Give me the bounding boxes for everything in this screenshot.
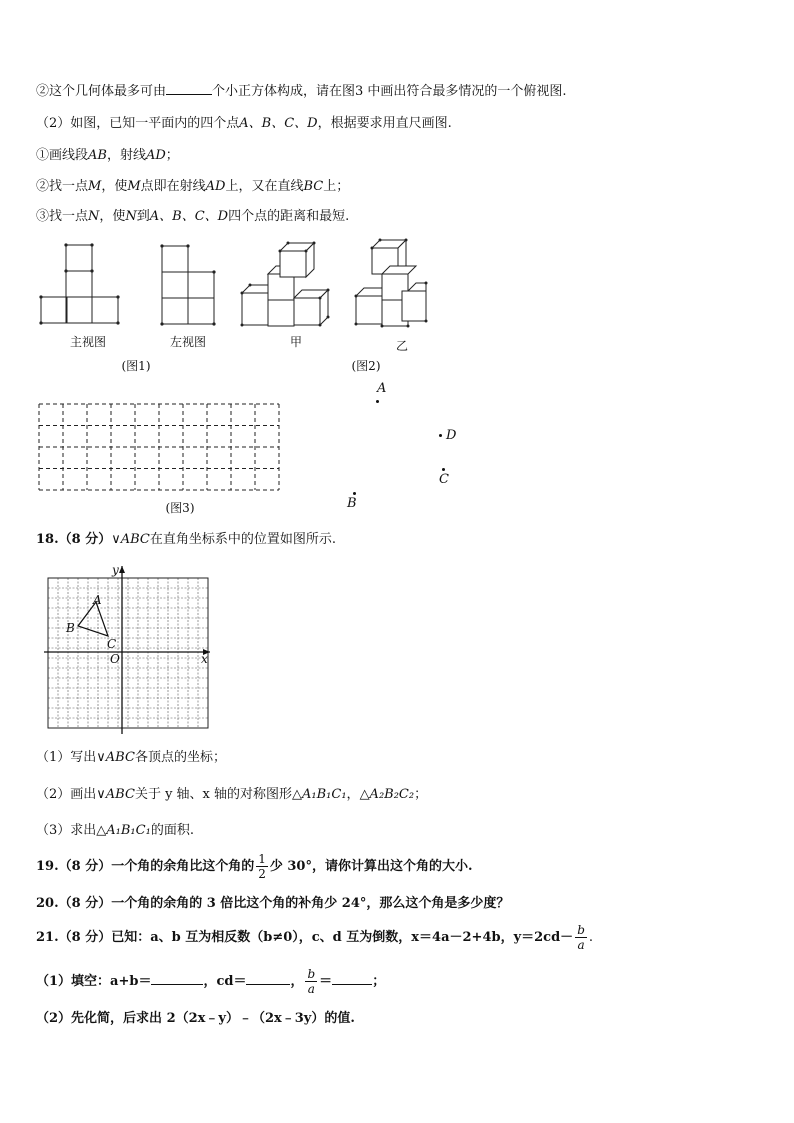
vertex-b-label: B	[66, 621, 75, 635]
q21-part-2: （2）先化简，后求出 2（2x﹣y）﹣（2x﹣3y）的值.	[36, 1011, 355, 1026]
q17-item-3: ③找一点N，使N到A、B、C、D四个点的距离和最短.	[36, 209, 350, 224]
point-c-dot	[442, 468, 445, 471]
solid-jia-figure	[236, 238, 334, 328]
fraction-b-over-a: $\frac{b}{a}$	[577, 923, 585, 952]
x-axis-label: x	[201, 652, 208, 666]
solid-yi-figure	[350, 236, 430, 330]
answer-blank[interactable]	[166, 82, 212, 95]
point-a-dot	[376, 400, 379, 403]
fig2-caption: (图2)	[351, 359, 381, 373]
point-d-dot	[439, 434, 442, 437]
coordinate-grid-figure	[40, 562, 220, 734]
q21-part-1: （1）填空：a+b＝ ，cd＝ ， $\frac{b}{a}$ ＝ ；	[36, 967, 386, 996]
left-view-label: 左视图	[169, 335, 206, 349]
q18-heading: 18.（8 分）∨ABC在直角坐标系中的位置如图所示.	[36, 532, 336, 547]
fig3-caption: (图3)	[165, 501, 195, 515]
q17-line-a: ②这个几何体最多可由 个小正方体构成，请在图3 中画出符合最多情况的一个俯视图.	[36, 84, 567, 99]
vertex-a-label: A	[93, 593, 102, 607]
solid-yi-label: 乙	[395, 339, 408, 353]
origin-label: O	[110, 652, 120, 666]
left-view-figure	[161, 245, 217, 327]
point-a-label: A	[377, 381, 387, 396]
point-d-label: D	[446, 428, 457, 443]
solid-jia-label: 甲	[289, 335, 302, 349]
fraction-b-over-a-2: $\frac{b}{a}$	[307, 967, 316, 996]
y-axis-label: y	[112, 563, 119, 577]
q20: 20.（8 分）一个角的余角的 3 倍比这个角的补角少 24°，那么这个角是多少度？	[36, 896, 510, 911]
fig1-caption: (图1)	[121, 359, 151, 373]
q18-part-3: （3）求出△A₁B₁C₁的面积.	[36, 823, 194, 838]
q17-item-1: ①画线段AB，射线AD；	[36, 148, 179, 163]
front-view-label: 主视图	[69, 335, 106, 349]
point-b-dot	[353, 492, 356, 495]
q17-item-2: ②找一点M，使M点即在射线AD上，又在直线BC上；	[36, 179, 350, 194]
q17-line-b: （2）如图，已知一平面内的四个点A、B、C、D，根据要求用直尺画图.	[36, 116, 452, 131]
q18-part-1: （1）写出∨ABC各顶点的坐标；	[36, 750, 226, 765]
q18-part-2: （2）画出∨ABC关于 y 轴、x 轴的对称图形△A₁B₁C₁，△A₂B₂C₂；	[36, 787, 428, 802]
point-b-label: B	[347, 496, 357, 511]
answer-blank-sum[interactable]	[151, 972, 203, 985]
fraction-half: $\frac{1}{2}$	[258, 852, 266, 881]
answer-blank-product[interactable]	[246, 972, 290, 985]
answer-blank-ratio[interactable]	[332, 972, 372, 985]
q19: 19.（8 分）一个角的余角比这个角的 $\frac{1}{2}$ 少 30°，请你计算出这个角的大小.	[36, 852, 473, 881]
dashed-grid-figure	[38, 403, 280, 491]
vertex-c-label: C	[107, 637, 117, 651]
front-view-figure	[40, 244, 120, 326]
q21-heading: 21.（8 分）已知：a、b 互为相反数（b≠0），c、d 互为倒数，x＝4a－2+4b，y＝2cd－ $\frac{b}{a}$ .	[36, 923, 594, 952]
point-c-label: C	[439, 472, 449, 487]
